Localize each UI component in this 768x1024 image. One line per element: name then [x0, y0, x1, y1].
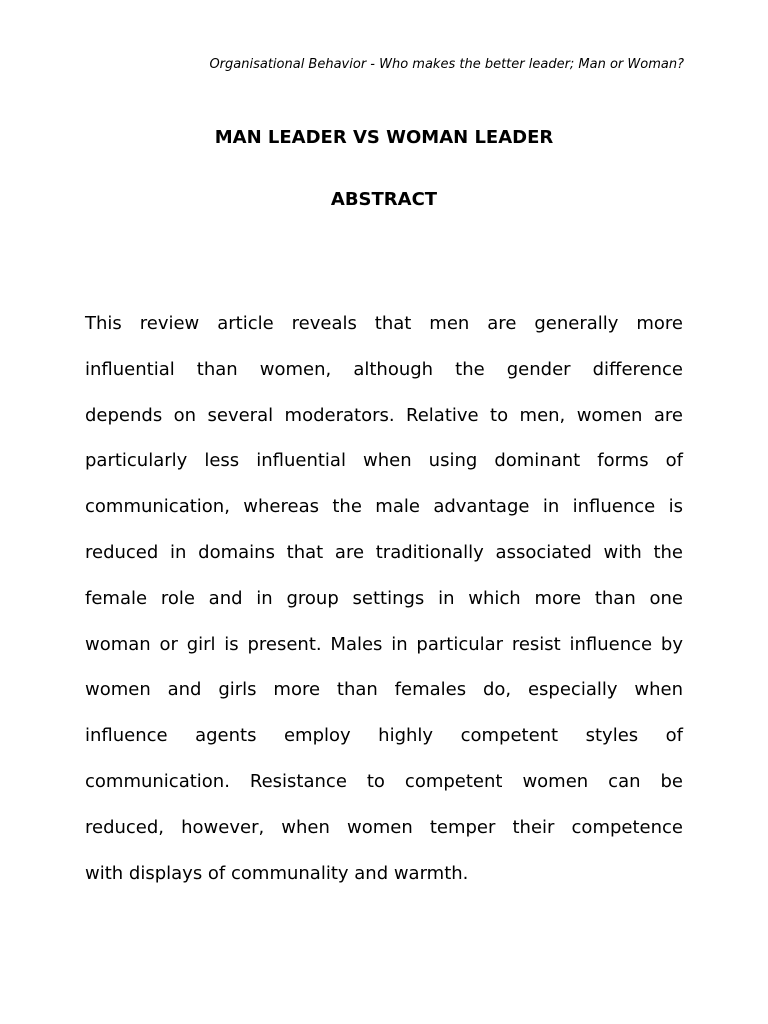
- abstract-line: This review article reveals that men are generally more: [85, 313, 683, 334]
- abstract-heading: ABSTRACT: [330, 189, 438, 210]
- abstract-line: women and girls more than females do, especially when: [85, 679, 683, 701]
- abstract-line: reduced in domains that are traditionally associated with the: [85, 541, 683, 563]
- abstract-line: female role and in group settings in which more than one: [85, 587, 683, 609]
- abstract-line: communication. Resistance to competent women can be: [85, 770, 683, 792]
- abstract-line: influence agents employ highly competent styles of: [85, 725, 683, 747]
- abstract-body: [85, 311, 683, 906]
- abstract-line: particularly less influential when using dominant forms of: [85, 450, 683, 472]
- document-title: MAN LEADER VS WOMAN LEADER: [214, 127, 554, 148]
- running-header: Organisational Behavior - Who makes the better leader; Man or Woman?: [209, 57, 684, 72]
- abstract-line: influential than women, although the gender difference: [85, 358, 683, 380]
- abstract-line: reduced, however, when women temper their competence: [85, 816, 683, 838]
- abstract-line: with displays of communality and warmth.: [85, 862, 469, 884]
- abstract-line: woman or girl is present. Males in particular resist influence by: [85, 633, 683, 655]
- abstract-line: depends on several moderators. Relative to men, women are: [85, 404, 683, 426]
- abstract-line: communication, whereas the male advantage in influence is: [85, 496, 683, 518]
